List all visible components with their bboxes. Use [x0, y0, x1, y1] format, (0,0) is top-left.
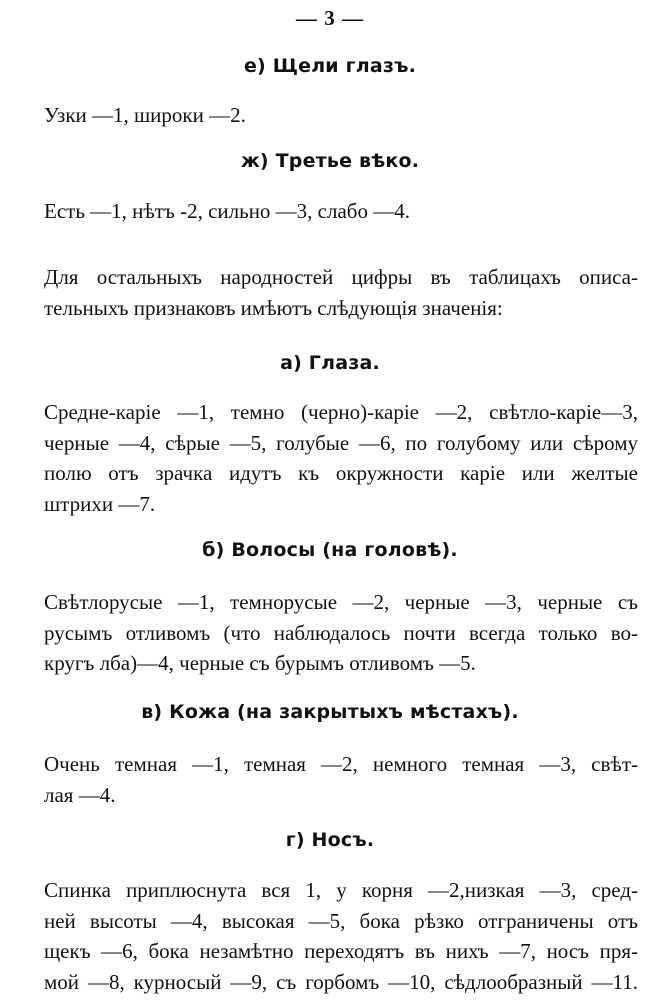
paragraph-eyes [44, 397, 638, 519]
heading-eye-slits: е) Щели глазъ. [243, 55, 417, 77]
text-line: кругъ лба)—4, черные съ бурымъ отливомъ —5. [44, 651, 476, 675]
page-number: — 3 — [296, 6, 364, 30]
paragraph-third-eyelid [44, 196, 638, 227]
text-line: Средне-каріе —1, темно (черно)-каріе —2, свѣтло-каріе—3, [44, 400, 638, 424]
paragraph-nose [44, 875, 638, 997]
text-line: Свѣтлорусые —1, темнорусые —2, черные —3, черные съ [44, 590, 638, 614]
paragraph-skin [44, 749, 638, 810]
text-line: штрихи —7. [44, 491, 156, 516]
text-line: русымъ отливомъ (что наблюдалось почти всегда только во- [44, 620, 638, 645]
heading-third-eyelid: ж) Третье вѣко. [240, 150, 420, 172]
text-line: Есть —1, нѣтъ -2, сильно —3, слабо —4. [44, 199, 410, 223]
text-line: Спинка приплюснута вся 1, у корня —2,низкая —3, сред- [44, 878, 638, 902]
heading-nose: г) Носъ. [285, 829, 375, 851]
heading-skin: в) Кожа (на закрытыхъ мѣстахъ). [141, 701, 519, 723]
text-line: щекъ —6, бока незамѣтно переходятъ въ нихъ —7, носъ пря- [44, 939, 638, 963]
paragraph-intro [44, 262, 638, 323]
text-line: ней высоты —4, высокая —5, бока рѣзко отграничены отъ [44, 908, 638, 933]
text-line: Узки —1, широки —2. [44, 103, 246, 127]
paragraph-hair [44, 587, 638, 679]
text-line: лая —4. [44, 782, 116, 807]
paragraph-eye-slits [44, 100, 638, 131]
heading-hair: б) Волосы (на головѣ). [202, 539, 458, 561]
text-line: тельныхъ признаковъ имѣютъ слѣдующія значенія: [44, 295, 503, 320]
text-line: Очень темная —1, темная —2, немного темная —3, свѣт- [44, 752, 638, 776]
text-line: Для остальныхъ народностей цифры въ таблицахъ описа- [44, 265, 638, 289]
text-line: полю отъ зрачка идутъ къ окружности каріе или желтые [44, 461, 638, 485]
text-line: черные —4, сѣрые —5, голубые —6, по голубому или сѣрому [44, 430, 638, 455]
heading-eyes: а) Глаза. [280, 352, 380, 374]
text-line: мой —8, курносый —9, съ горбомъ —10, сѣдлообразный —11. [44, 969, 638, 994]
